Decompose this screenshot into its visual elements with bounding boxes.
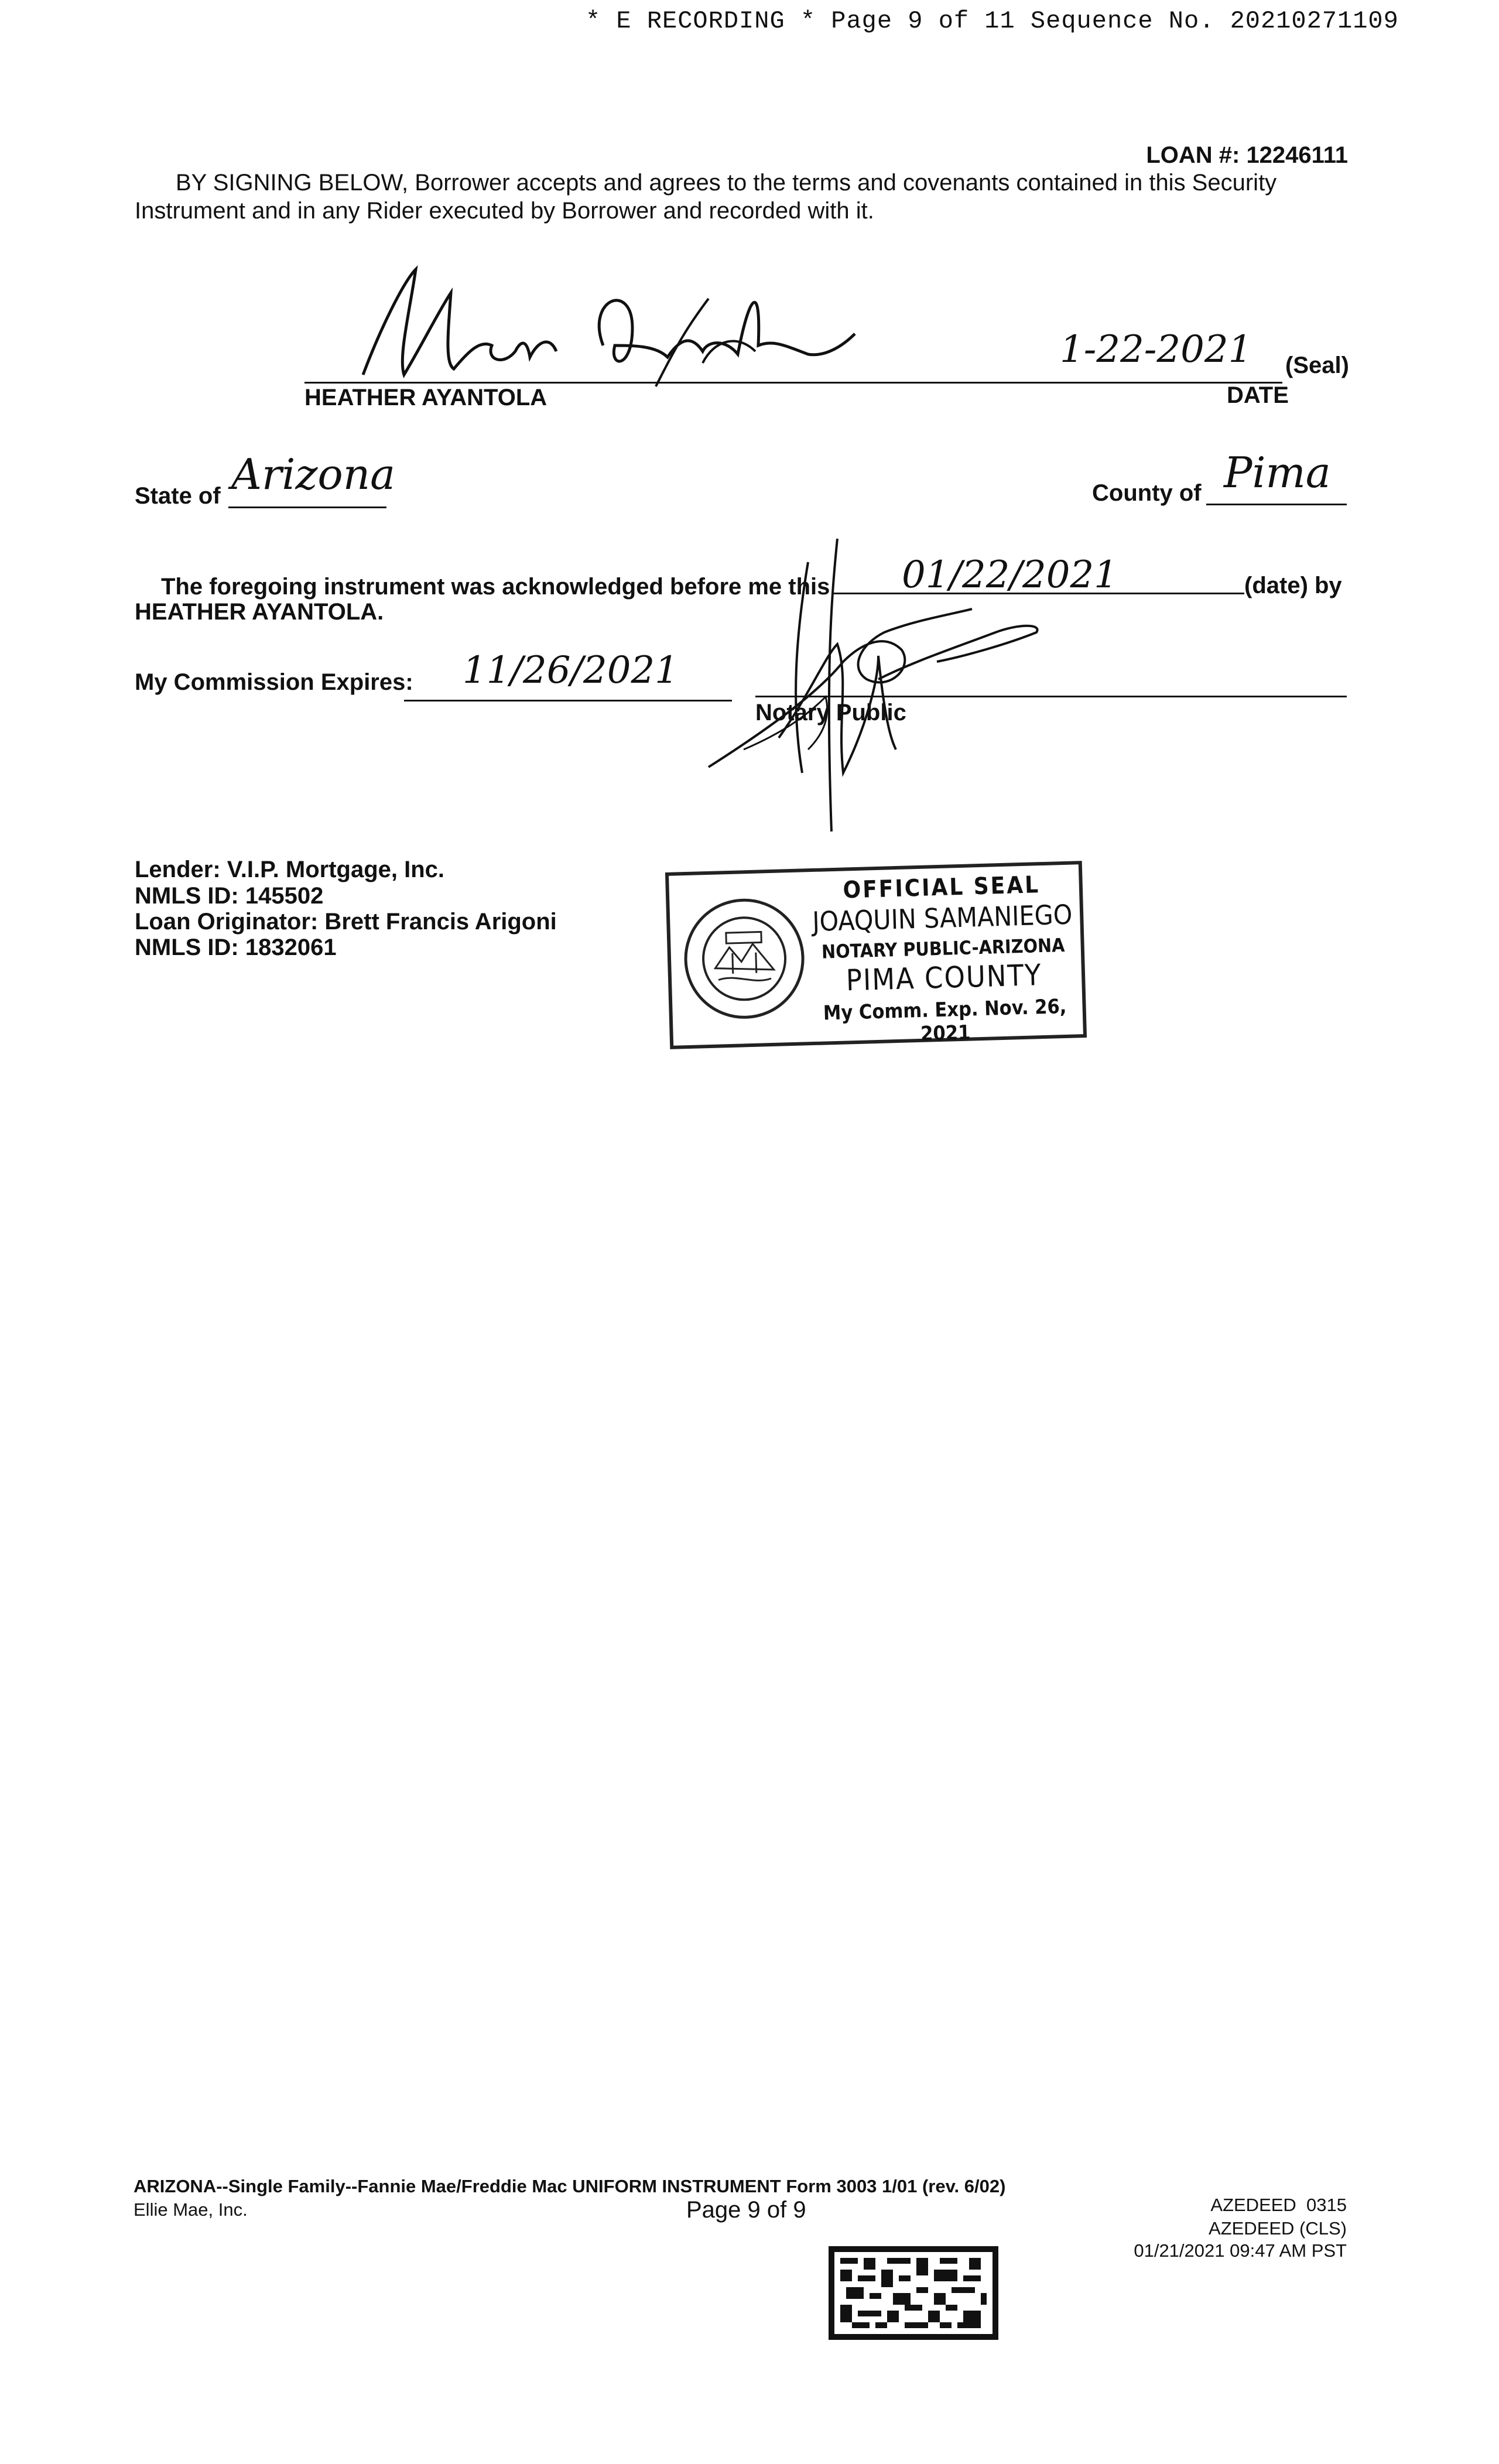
borrower-name: HEATHER AYANTOLA xyxy=(304,385,547,410)
footer-company: Ellie Mae, Inc. xyxy=(134,2199,248,2220)
notary-signature xyxy=(691,527,1054,855)
footer-page-number: Page 9 of 9 xyxy=(686,2197,806,2223)
date-label: DATE xyxy=(1227,382,1289,408)
commission-label: My Commission Expires: xyxy=(135,669,413,695)
notary-public-label: Notary Public xyxy=(755,700,906,725)
originator-line: Loan Originator: Brett Francis Arigoni xyxy=(135,909,557,935)
seal-notary-name: JOAQUIN SAMANIEGO xyxy=(812,898,1073,938)
loan-number: 12246111 xyxy=(1246,142,1348,168)
intro-line-2: Instrument and in any Rider executed by Borrower and recorded with it. xyxy=(135,198,874,224)
loan-label: LOAN #: xyxy=(1146,142,1240,168)
footer-code-2: AZEDEED (CLS) xyxy=(1209,2218,1347,2239)
loan-number-line xyxy=(1146,142,1348,169)
great-seal-icon xyxy=(681,895,807,1022)
county-label: County of xyxy=(1092,480,1202,506)
state-label: State of xyxy=(135,483,221,509)
commission-date-line xyxy=(404,700,732,701)
state-line xyxy=(228,507,386,508)
county-line xyxy=(1206,504,1347,505)
footer-code-1: AZEDEED 0315 xyxy=(1210,2195,1347,2215)
official-seal-stamp xyxy=(665,861,1087,1049)
borrower-signature-line xyxy=(304,382,1282,384)
seal-county: PIMA COUNTY xyxy=(846,958,1043,998)
barcode-icon xyxy=(829,2246,998,2340)
seal-expiry: My Comm. Exp. Nov. 26, 2021 xyxy=(823,994,1067,1046)
footer-timestamp: 01/21/2021 09:47 AM PST xyxy=(1134,2240,1347,2261)
borrower-handwritten-date: 1-22-2021 xyxy=(1060,328,1252,371)
originator-nmls-line: NMLS ID: 1832061 xyxy=(135,935,337,960)
seal-label: (Seal) xyxy=(1285,353,1349,378)
acknowledgment-handwritten-date: 01/22/2021 xyxy=(902,553,1118,597)
acknowledgment-text: The foregoing instrument was acknowledged before me this xyxy=(161,574,830,600)
recording-header: * E RECORDING * Page 9 of 11 Sequence No. 20210271109 xyxy=(586,7,1399,35)
footer-form-line: ARIZONA--Single Family--Fannie Mae/Freddie Mac UNIFORM INSTRUMENT Form 3003 1/01 (rev. 6/02) xyxy=(134,2176,1006,2196)
seal-role: NOTARY PUBLIC-ARIZONA xyxy=(821,934,1065,963)
acknowledgment-name: HEATHER AYANTOLA. xyxy=(135,599,384,625)
commission-handwritten-date: 11/26/2021 xyxy=(463,649,679,692)
county-value: Pima xyxy=(1224,448,1331,497)
lender-nmls-line: NMLS ID: 145502 xyxy=(135,883,324,909)
state-value: Arizona xyxy=(231,450,396,499)
intro-line-1: BY SIGNING BELOW, Borrower accepts and agrees to the terms and covenants contained in this Security xyxy=(176,170,1277,196)
lender-line: Lender: V.I.P. Mortgage, Inc. xyxy=(135,857,445,882)
seal-title: OFFICIAL SEAL xyxy=(842,871,1041,904)
acknowledgment-date-suffix: (date) by xyxy=(1244,573,1342,598)
